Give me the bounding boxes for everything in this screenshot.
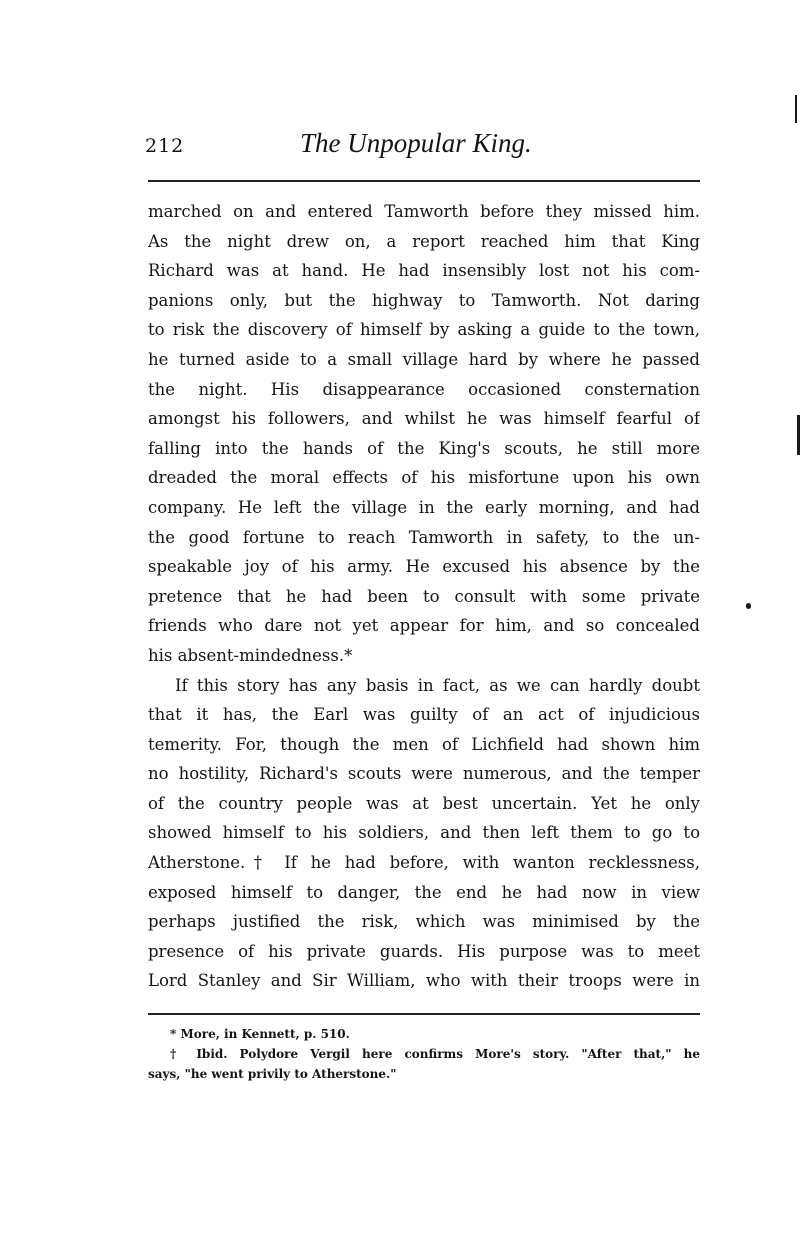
footnote-2-line-1: † Ibid. Polydore Vergil here confirms More's story. "After that," he xyxy=(170,1047,700,1061)
text-line: the night. His disappearance occasioned consternation xyxy=(148,379,700,399)
text-line: that it has, the Earl was guilty of an act of injudicious xyxy=(148,705,700,725)
text-line: temerity. For, though the men of Lichfield had shown him xyxy=(148,734,700,754)
text-line: speakable joy of his army. He excused his absence by the xyxy=(148,557,700,577)
text-line: perhaps justified the risk, which was minimised by the xyxy=(148,912,700,932)
text-line: Atherstone.† If he had before, with wanton recklessness, xyxy=(148,853,700,873)
footnote-1: * More, in Kennett, p. 510. xyxy=(170,1027,350,1041)
text-line: amongst his followers, and whilst he was himself fearful of xyxy=(148,409,700,429)
text-line: dreaded the moral effects of his misfortune upon his own xyxy=(148,468,700,488)
text-line: the good fortune to reach Tamworth in safety, to the un- xyxy=(148,527,700,547)
text-line: Richard was at hand. He had insensibly lost not his com- xyxy=(148,261,700,281)
footnote-rule xyxy=(148,1013,700,1015)
text-line: of the country people was at best uncertain. Yet he only xyxy=(148,793,700,813)
text-line: friends who dare not yet appear for him, and so concealed xyxy=(148,616,700,636)
footnotes xyxy=(148,1024,700,1084)
text-line: marched on and entered Tamworth before they missed him. xyxy=(148,202,700,221)
text-line: to risk the discovery of himself by asking a guide to the town, xyxy=(148,320,700,340)
body-text xyxy=(148,197,700,996)
text-line: his absent-mindedness.* xyxy=(148,645,353,665)
text-line: If this story has any basis in fact, as we can hardly doubt xyxy=(175,675,700,695)
text-line: he turned aside to a small village hard by where he passed xyxy=(148,349,700,369)
page-number: 212 xyxy=(145,135,185,157)
text-line: falling into the hands of the King's scouts, he still more xyxy=(148,438,700,458)
page-edge-mark xyxy=(795,95,797,123)
text-line: panions only, but the highway to Tamworth. Not daring xyxy=(148,290,700,310)
text-line: pretence that he had been to consult with some private xyxy=(148,586,700,606)
text-line: exposed himself to danger, the end he had now in view xyxy=(148,882,700,902)
text-line: presence of his private guards. His purpose was to meet xyxy=(148,941,700,961)
text-line: company. He left the village in the early morning, and had xyxy=(148,497,700,517)
text-line: showed himself to his soldiers, and then left them to go to xyxy=(148,823,700,843)
margin-ink-dot xyxy=(746,603,751,609)
header-rule xyxy=(148,180,700,182)
running-head-title: The Unpopular King. xyxy=(300,128,532,158)
text-line: Lord Stanley and Sir William, who with their troops were in xyxy=(148,971,700,991)
text-line: As the night drew on, a report reached him that King xyxy=(148,231,700,251)
text-line: no hostility, Richard's scouts were numerous, and the temper xyxy=(148,764,700,784)
footnote-2-line-2: says, "he went privily to Atherstone." xyxy=(148,1067,397,1081)
